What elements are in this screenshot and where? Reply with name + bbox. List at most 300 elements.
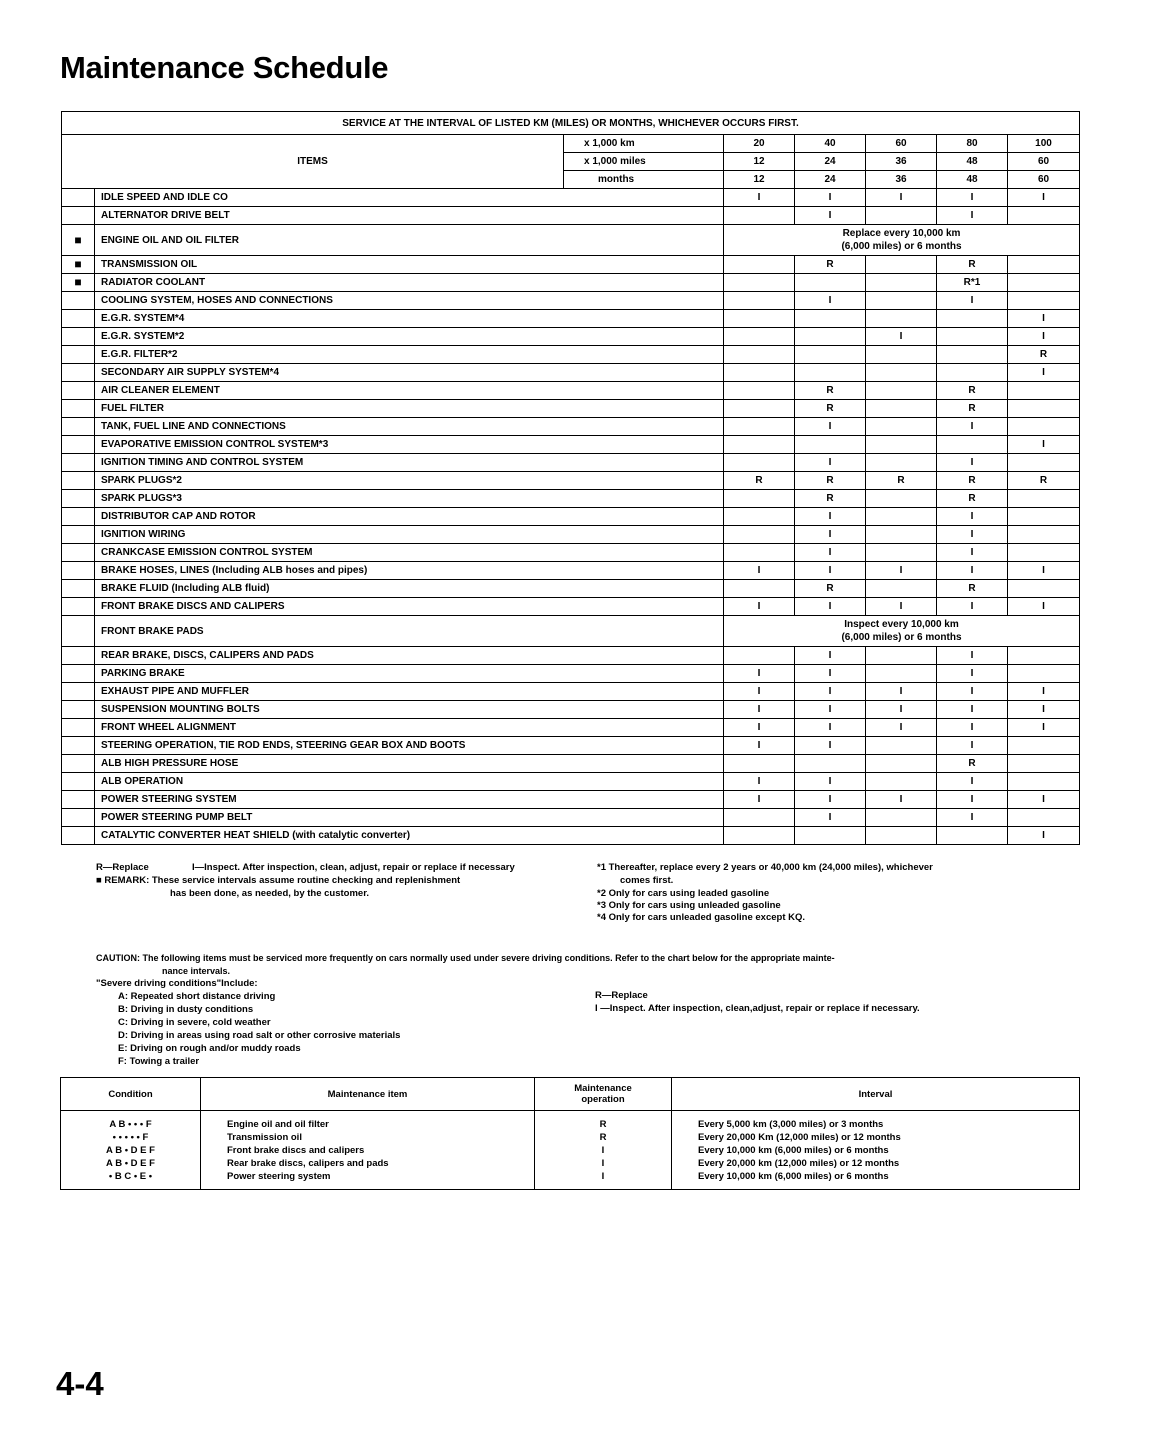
schedule-cell	[724, 809, 795, 827]
schedule-cell: I	[795, 701, 866, 719]
schedule-cell	[866, 737, 937, 755]
schedule-cell: I	[795, 454, 866, 472]
severe-legend-inspect: I —Inspect. After inspection, clean,adjust, repair or replace if necessary.	[595, 1003, 920, 1014]
schedule-item-label: REAR BRAKE, DISCS, CALIPERS AND PADS	[95, 647, 724, 665]
schedule-cell	[795, 346, 866, 364]
schedule-interval-note: Replace every 10,000 km (6,000 miles) or 6 months	[724, 225, 1080, 256]
schedule-item-label: E.G.R. FILTER*2	[95, 346, 724, 364]
maintenance-schedule-table	[61, 111, 1080, 845]
schedule-row	[62, 274, 1080, 292]
schedule-cell: I	[1008, 562, 1080, 580]
schedule-row	[62, 490, 1080, 508]
caution-text-cont: nance intervals.	[162, 966, 231, 976]
items-label: ITEMS	[62, 135, 564, 189]
header-maintenance-operation: Maintenance operation	[535, 1078, 672, 1111]
condition-item: A: Repeated short distance driving	[118, 991, 276, 1002]
remark-marker	[62, 310, 95, 328]
schedule-cell: I	[795, 683, 866, 701]
severe-row	[61, 1170, 1080, 1190]
remark-marker	[62, 647, 95, 665]
schedule-cell: R	[937, 472, 1008, 490]
conditions-intro: "Severe driving conditions"Include:	[96, 978, 258, 989]
schedule-cell	[866, 647, 937, 665]
schedule-cell	[724, 755, 795, 773]
schedule-cell	[866, 382, 937, 400]
schedule-cell	[1008, 755, 1080, 773]
schedule-cell: I	[795, 719, 866, 737]
schedule-row	[62, 454, 1080, 472]
schedule-cell: R	[1008, 346, 1080, 364]
schedule-cell	[1008, 737, 1080, 755]
schedule-cell	[866, 418, 937, 436]
interval-value: 48	[937, 153, 1008, 171]
severe-legend	[595, 989, 920, 1015]
schedule-cell	[1008, 508, 1080, 526]
schedule-cell: R*1	[937, 274, 1008, 292]
schedule-cell	[1008, 454, 1080, 472]
remark-marker	[62, 328, 95, 346]
schedule-item-label: COOLING SYSTEM, HOSES AND CONNECTIONS	[95, 292, 724, 310]
schedule-item-label: TRANSMISSION OIL	[95, 256, 724, 274]
remark-marker: ■	[62, 274, 95, 292]
schedule-cell	[866, 346, 937, 364]
condition-item: B: Driving in dusty conditions	[118, 1004, 254, 1015]
schedule-cell	[937, 328, 1008, 346]
schedule-cell	[1008, 400, 1080, 418]
severe-operation-cell: I	[535, 1157, 672, 1170]
schedule-cell: I	[937, 544, 1008, 562]
interval-value: 80	[937, 135, 1008, 153]
schedule-row	[62, 189, 1080, 207]
schedule-cell: I	[724, 719, 795, 737]
schedule-item-label: BRAKE HOSES, LINES (Including ALB hoses and pipes)	[95, 562, 724, 580]
schedule-item-label: POWER STEERING SYSTEM	[95, 791, 724, 809]
schedule-cell: I	[1008, 364, 1080, 382]
schedule-cell	[724, 346, 795, 364]
schedule-cell	[1008, 418, 1080, 436]
schedule-row	[62, 382, 1080, 400]
schedule-item-label: FRONT BRAKE PADS	[95, 616, 724, 647]
severe-operation-cell: R	[535, 1131, 672, 1144]
schedule-cell	[795, 755, 866, 773]
schedule-cell: I	[937, 701, 1008, 719]
interval-value: 12	[724, 171, 795, 189]
schedule-item-label: ALB HIGH PRESSURE HOSE	[95, 755, 724, 773]
schedule-item-label: SECONDARY AIR SUPPLY SYSTEM*4	[95, 364, 724, 382]
schedule-item-label: FUEL FILTER	[95, 400, 724, 418]
schedule-item-label: CATALYTIC CONVERTER HEAT SHIELD (with catalytic converter)	[95, 827, 724, 845]
interval-value: 60	[866, 135, 937, 153]
schedule-cell: I	[937, 526, 1008, 544]
schedule-cell	[795, 328, 866, 346]
remark-marker	[62, 683, 95, 701]
schedule-cell: I	[866, 562, 937, 580]
remark-marker	[62, 665, 95, 683]
unit-label: months	[564, 171, 724, 189]
remark-marker	[62, 508, 95, 526]
schedule-row	[62, 665, 1080, 683]
schedule-cell: I	[795, 508, 866, 526]
schedule-cell	[1008, 292, 1080, 310]
schedule-cell	[724, 256, 795, 274]
schedule-row	[62, 207, 1080, 225]
schedule-cell: R	[795, 400, 866, 418]
schedule-cell: I	[795, 647, 866, 665]
severe-operation-cell: I	[535, 1170, 672, 1190]
interval-value: 48	[937, 171, 1008, 189]
schedule-item-label: POWER STEERING PUMP BELT	[95, 809, 724, 827]
schedule-cell: I	[795, 189, 866, 207]
page-title: Maintenance Schedule	[60, 50, 389, 85]
schedule-cell: I	[795, 737, 866, 755]
schedule-cell: I	[937, 189, 1008, 207]
schedule-cell	[795, 364, 866, 382]
schedule-row	[62, 701, 1080, 719]
schedule-cell	[724, 508, 795, 526]
remark-marker	[62, 544, 95, 562]
schedule-cell: R	[866, 472, 937, 490]
remark-marker	[62, 791, 95, 809]
schedule-cell	[1008, 274, 1080, 292]
schedule-cell	[724, 418, 795, 436]
schedule-cell	[1008, 809, 1080, 827]
schedule-cell: I	[795, 526, 866, 544]
schedule-interval-note: Inspect every 10,000 km (6,000 miles) or 6 months	[724, 616, 1080, 647]
schedule-row	[62, 544, 1080, 562]
interval-value: 100	[1008, 135, 1080, 153]
footnote-1: *1 Thereafter, replace every 2 years or 40,000 km (24,000 miles), whichever	[597, 862, 933, 873]
header-maintenance-item: Maintenance item	[201, 1078, 535, 1111]
schedule-row	[62, 225, 1080, 256]
schedule-cell: I	[724, 598, 795, 616]
schedule-item-label: ALB OPERATION	[95, 773, 724, 791]
schedule-cell	[866, 508, 937, 526]
schedule-cell	[724, 310, 795, 328]
remark-marker	[62, 773, 95, 791]
schedule-row	[62, 683, 1080, 701]
schedule-cell: I	[937, 207, 1008, 225]
schedule-cell: I	[795, 418, 866, 436]
schedule-cell: I	[937, 598, 1008, 616]
schedule-cell	[1008, 665, 1080, 683]
schedule-cell: I	[724, 562, 795, 580]
schedule-cell	[1008, 382, 1080, 400]
schedule-cell: I	[795, 809, 866, 827]
schedule-cell: I	[724, 665, 795, 683]
schedule-cell: I	[724, 773, 795, 791]
schedule-cell: R	[795, 472, 866, 490]
caution-text: CAUTION: The following items must be serviced more frequently on cars normally used under severe driving conditions. Refer to the chart below for the appropriate mainte-	[96, 953, 835, 963]
remark-marker	[62, 598, 95, 616]
remark-marker	[62, 472, 95, 490]
schedule-cell	[1008, 647, 1080, 665]
schedule-cell	[866, 207, 937, 225]
schedule-item-label: ALTERNATOR DRIVE BELT	[95, 207, 724, 225]
schedule-cell	[724, 580, 795, 598]
schedule-item-label: STEERING OPERATION, TIE ROD ENDS, STEERING GEAR BOX AND BOOTS	[95, 737, 724, 755]
schedule-cell: I	[937, 737, 1008, 755]
remark-marker	[62, 418, 95, 436]
remark-marker	[62, 755, 95, 773]
schedule-cell	[866, 755, 937, 773]
schedule-cell	[724, 328, 795, 346]
remark-marker	[62, 809, 95, 827]
footnote-3: *3 Only for cars using unleaded gasoline	[597, 900, 781, 911]
remark-marker	[62, 400, 95, 418]
remark-marker	[62, 382, 95, 400]
caution-note	[96, 952, 1056, 978]
schedule-row	[62, 310, 1080, 328]
schedule-cell	[724, 207, 795, 225]
schedule-item-label: BRAKE FLUID (Including ALB fluid)	[95, 580, 724, 598]
remark-marker: ■	[62, 256, 95, 274]
schedule-cell: I	[866, 791, 937, 809]
schedule-cell: I	[937, 719, 1008, 737]
remark-marker	[62, 737, 95, 755]
schedule-cell: I	[1008, 827, 1080, 845]
schedule-item-label: IGNITION TIMING AND CONTROL SYSTEM	[95, 454, 724, 472]
severe-condition-cell: A B • • • F	[61, 1111, 201, 1132]
schedule-row	[62, 292, 1080, 310]
schedule-cell	[1008, 580, 1080, 598]
severe-condition-cell: • B C • E •	[61, 1170, 201, 1190]
schedule-cell: R	[937, 490, 1008, 508]
schedule-cell	[866, 256, 937, 274]
schedule-row	[62, 773, 1080, 791]
schedule-cell: I	[1008, 189, 1080, 207]
schedule-item-label: E.G.R. SYSTEM*4	[95, 310, 724, 328]
schedule-cell	[866, 544, 937, 562]
severe-item-cell: Rear brake discs, calipers and pads	[201, 1157, 535, 1170]
schedule-item-label: TANK, FUEL LINE AND CONNECTIONS	[95, 418, 724, 436]
schedule-cell: I	[795, 773, 866, 791]
schedule-cell: I	[1008, 701, 1080, 719]
interval-value: 12	[724, 153, 795, 171]
schedule-cell	[724, 454, 795, 472]
severe-operation-cell: R	[535, 1111, 672, 1132]
schedule-cell: I	[795, 544, 866, 562]
severe-interval-cell: Every 10,000 km (6,000 miles) or 6 months	[672, 1144, 1080, 1157]
schedule-row	[62, 562, 1080, 580]
severe-row	[61, 1131, 1080, 1144]
header-condition: Condition	[61, 1078, 201, 1111]
schedule-cell: I	[937, 647, 1008, 665]
legend-remark: ■ REMARK: These service intervals assume routine checking and replenishment	[96, 875, 461, 886]
schedule-item-label: EXHAUST PIPE AND MUFFLER	[95, 683, 724, 701]
schedule-cell	[724, 647, 795, 665]
schedule-cell: R	[937, 580, 1008, 598]
schedule-row	[62, 598, 1080, 616]
schedule-cell: I	[866, 719, 937, 737]
schedule-item-label: SPARK PLUGS*3	[95, 490, 724, 508]
schedule-item-label: RADIATOR COOLANT	[95, 274, 724, 292]
schedule-cell: R	[795, 580, 866, 598]
schedule-cell	[724, 382, 795, 400]
remark-marker	[62, 207, 95, 225]
remark-marker	[62, 701, 95, 719]
schedule-header-note: SERVICE AT THE INTERVAL OF LISTED KM (MILES) OR MONTHS, WHICHEVER OCCURS FIRST.	[62, 112, 1080, 135]
schedule-cell: R	[724, 472, 795, 490]
schedule-cell: R	[795, 382, 866, 400]
schedule-cell: R	[937, 382, 1008, 400]
footnote-4: *4 Only for cars unleaded gasoline except KQ.	[597, 912, 806, 923]
schedule-cell	[724, 436, 795, 454]
severe-operation-cell: I	[535, 1144, 672, 1157]
schedule-cell: I	[724, 683, 795, 701]
schedule-cell: I	[724, 701, 795, 719]
schedule-row	[62, 647, 1080, 665]
remark-marker	[62, 490, 95, 508]
remark-marker	[62, 454, 95, 472]
schedule-cell: I	[724, 189, 795, 207]
schedule-cell	[937, 310, 1008, 328]
schedule-cell	[795, 310, 866, 328]
schedule-cell	[866, 809, 937, 827]
schedule-cell: I	[795, 207, 866, 225]
unit-label: x 1,000 miles	[564, 153, 724, 171]
remark-marker	[62, 526, 95, 544]
severe-legend-replace: R—Replace	[595, 990, 648, 1001]
schedule-cell	[866, 364, 937, 382]
schedule-cell: R	[1008, 472, 1080, 490]
schedule-cell: I	[866, 701, 937, 719]
severe-condition-cell: A B • D E F	[61, 1144, 201, 1157]
interval-value: 24	[795, 171, 866, 189]
schedule-cell	[937, 364, 1008, 382]
schedule-cell	[795, 436, 866, 454]
schedule-row	[62, 737, 1080, 755]
schedule-row	[62, 256, 1080, 274]
severe-item-cell: Engine oil and oil filter	[201, 1111, 535, 1132]
schedule-cell	[795, 274, 866, 292]
schedule-row	[62, 580, 1080, 598]
interval-value: 36	[866, 171, 937, 189]
remark-marker	[62, 346, 95, 364]
schedule-cell: I	[866, 598, 937, 616]
condition-item: C: Driving in severe, cold weather	[118, 1017, 271, 1028]
schedule-cell	[1008, 256, 1080, 274]
unit-label: x 1,000 km	[564, 135, 724, 153]
schedule-item-label: E.G.R. SYSTEM*2	[95, 328, 724, 346]
interval-value: 60	[1008, 153, 1080, 171]
schedule-cell: I	[866, 328, 937, 346]
severe-row	[61, 1144, 1080, 1157]
schedule-row	[62, 328, 1080, 346]
schedule-cell	[1008, 490, 1080, 508]
severe-row	[61, 1111, 1080, 1132]
remark-marker	[62, 719, 95, 737]
schedule-cell	[937, 346, 1008, 364]
schedule-cell: R	[795, 256, 866, 274]
schedule-item-label: PARKING BRAKE	[95, 665, 724, 683]
schedule-cell: R	[937, 256, 1008, 274]
schedule-item-label: IDLE SPEED AND IDLE CO	[95, 189, 724, 207]
severe-condition-cell: A B • D E F	[61, 1157, 201, 1170]
schedule-row	[62, 472, 1080, 490]
schedule-cell: I	[795, 292, 866, 310]
schedule-cell	[866, 274, 937, 292]
footnote-2: *2 Only for cars using leaded gasoline	[597, 888, 770, 899]
interval-value: 24	[795, 153, 866, 171]
remark-marker	[62, 436, 95, 454]
schedule-row	[62, 418, 1080, 436]
remark-marker	[62, 189, 95, 207]
schedule-cell: I	[866, 683, 937, 701]
schedule-cell: I	[1008, 598, 1080, 616]
schedule-cell	[937, 436, 1008, 454]
schedule-cell: I	[937, 454, 1008, 472]
condition-item: E: Driving on rough and/or muddy roads	[118, 1043, 301, 1054]
schedule-row	[62, 791, 1080, 809]
header-interval: Interval	[672, 1078, 1080, 1111]
severe-interval-cell: Every 10,000 km (6,000 miles) or 6 months	[672, 1170, 1080, 1190]
page-number: 4-4	[56, 1365, 104, 1402]
schedule-item-label: IGNITION WIRING	[95, 526, 724, 544]
schedule-cell: I	[795, 598, 866, 616]
schedule-cell: I	[795, 665, 866, 683]
legend-remark-cont: has been done, as needed, by the customer.	[170, 888, 370, 899]
schedule-cell	[1008, 773, 1080, 791]
schedule-cell	[866, 526, 937, 544]
interval-value: 36	[866, 153, 937, 171]
schedule-cell	[866, 292, 937, 310]
schedule-cell: I	[724, 737, 795, 755]
schedule-item-label: FRONT WHEEL ALIGNMENT	[95, 719, 724, 737]
schedule-cell: I	[1008, 683, 1080, 701]
remark-marker	[62, 616, 95, 647]
schedule-cell	[724, 544, 795, 562]
severe-interval-cell: Every 20,000 km (12,000 miles) or 12 months	[672, 1157, 1080, 1170]
schedule-cell: I	[937, 809, 1008, 827]
schedule-cell	[724, 490, 795, 508]
schedule-cell	[866, 400, 937, 418]
remark-marker	[62, 364, 95, 382]
schedule-item-label: ENGINE OIL AND OIL FILTER	[95, 225, 724, 256]
schedule-item-label: EVAPORATIVE EMISSION CONTROL SYSTEM*3	[95, 436, 724, 454]
schedule-cell	[866, 436, 937, 454]
schedule-cell: R	[795, 490, 866, 508]
schedule-cell: R	[937, 755, 1008, 773]
remark-marker	[62, 292, 95, 310]
remark-marker	[62, 562, 95, 580]
schedule-cell: I	[937, 508, 1008, 526]
schedule-row	[62, 719, 1080, 737]
interval-value: 60	[1008, 171, 1080, 189]
schedule-cell	[866, 665, 937, 683]
legend-replace: R—Replace	[96, 862, 149, 873]
severe-conditions-list	[96, 977, 400, 1068]
legend-inspect: I—Inspect. After inspection, clean, adjust, repair or replace if necessary	[192, 862, 515, 873]
footnote-1-cont: comes first.	[620, 875, 674, 886]
schedule-cell	[866, 490, 937, 508]
schedule-cell: I	[1008, 310, 1080, 328]
schedule-cell: I	[866, 189, 937, 207]
schedule-row	[62, 809, 1080, 827]
schedule-cell: I	[937, 773, 1008, 791]
schedule-cell: R	[937, 400, 1008, 418]
schedule-cell: I	[1008, 791, 1080, 809]
schedule-cell	[1008, 207, 1080, 225]
schedule-cell	[866, 827, 937, 845]
severe-interval-cell: Every 20,000 Km (12,000 miles) or 12 months	[672, 1131, 1080, 1144]
condition-item: D: Driving in areas using road salt or other corrosive materials	[118, 1030, 401, 1041]
schedule-row	[62, 364, 1080, 382]
remark-marker	[62, 827, 95, 845]
schedule-cell: I	[795, 791, 866, 809]
schedule-row	[62, 436, 1080, 454]
schedule-cell: I	[795, 562, 866, 580]
schedule-item-label: DISTRIBUTOR CAP AND ROTOR	[95, 508, 724, 526]
